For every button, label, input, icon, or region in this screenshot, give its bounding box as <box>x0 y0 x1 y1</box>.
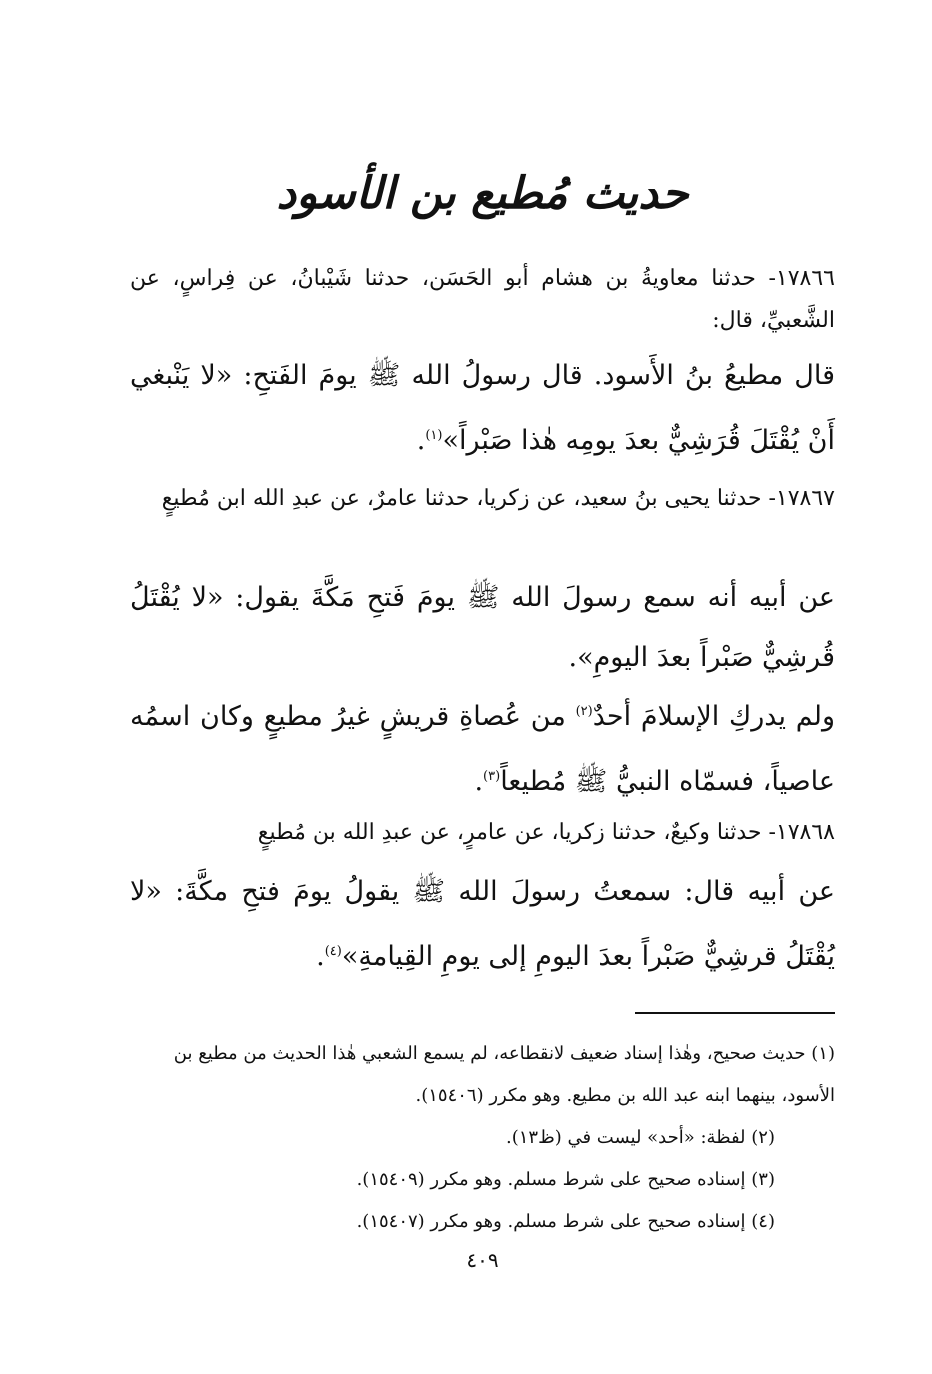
footnotes <box>130 1033 835 1243</box>
hadith-17867-text: عن أبيه أنه سمع رسولَ الله ﷺ يومَ فَتحِ مَكَّةَ يقول: «لا يُقْتَلُ قُرشِيٌّ صَبْراً بعدَ اليومِ». <box>130 582 835 673</box>
book-page <box>130 0 835 1374</box>
hadith-17867-chain: ١٧٨٦٧- حدثنا يحيى بنُ سعيد، عن زكريا، حدثنا عامرٌ، عن عبدِ الله ابن مُطيعٍ <box>161 486 835 511</box>
footnote-1: (١) حديث صحيح، وهٰذا إسناد ضعيف لانقطاعه، لم يسمع الشعبي هٰذا الحديث من مطيع بن الأسود، بينهما ابنه عبد الله بن مطيع. وهو مكرر (١٥٤٠٦). <box>173 1043 835 1106</box>
chapter-title: حديث مُطيع بن الأسود <box>276 168 689 219</box>
footnote-separator <box>635 1012 835 1014</box>
footnote-3: (٣) إسناده صحيح على شرط مسلم. وهو مكرر (١٥٤٠٩). <box>356 1169 775 1190</box>
hadith-17866-chain: ١٧٨٦٦- حدثنا معاويةُ بن هشام أبو الحَسَن، حدثنا شَيْبانُ، عن فِراسٍ، عن الشَّعبيِّ، قال: <box>130 266 835 333</box>
footnote-ref-4[interactable]: (٤) <box>324 944 342 959</box>
hadith-17868-end: . <box>316 941 325 972</box>
hadith-17868-matn: عن أبيه قال: سمعتُ رسولَ الله ﷺ يقولُ يومَ فتحِ مكَّةَ: «لا يُقْتَلُ قرشِيٌّ صَبْراً بعدَ اليومِ إلى يومِ القِيامةِ» <box>130 876 835 972</box>
hadith-17867-comment-end: . <box>474 766 484 797</box>
footnote-2: (٢) لفظة: «أحد» ليست في (ظ١٣). <box>505 1127 775 1148</box>
page-number: ٤٠٩ <box>466 1248 499 1272</box>
footnote-4: (٤) إسناده صحيح على شرط مسلم. وهو مكرر (١٥٤٠٧). <box>356 1211 775 1232</box>
hadith-17867-comment-a: ولم يدركِ الإسلامَ أحدٌ <box>592 701 835 732</box>
hadith-17868-text <box>130 862 835 987</box>
hadith-17866-matn: قال مطيعُ بنُ الأَسود. قال رسولُ الله ﷺ يومَ الفَتحِ: «لا يَنْبغي أَنْ يُقْتَلَ قُرَشِيٌّ بعدَ يومِه هٰذا صَبْراً» <box>130 360 835 456</box>
footnote-ref-2[interactable]: (٢) <box>575 704 593 719</box>
hadith-17866-text <box>130 346 835 471</box>
hadith-17867-comment <box>130 682 835 812</box>
footnote-ref-3[interactable]: (٣) <box>483 769 501 784</box>
footnote-ref-1[interactable]: (١) <box>425 428 443 443</box>
hadith-17866-end: . <box>416 425 426 456</box>
hadith-17867-comment-b: من عُصاةِ قريشٍ غيرُ مطيعٍ وكان اسمُه عاصياً، فسمّاه النبيُّ ﷺ مُطيعاً <box>130 701 835 797</box>
hadith-17868-chain: ١٧٨٦٨- حدثنا وكيعٌ، حدثنا زكريا، عن عامرٍ، عن عبدِ الله بن مُطيعٍ <box>257 820 835 845</box>
